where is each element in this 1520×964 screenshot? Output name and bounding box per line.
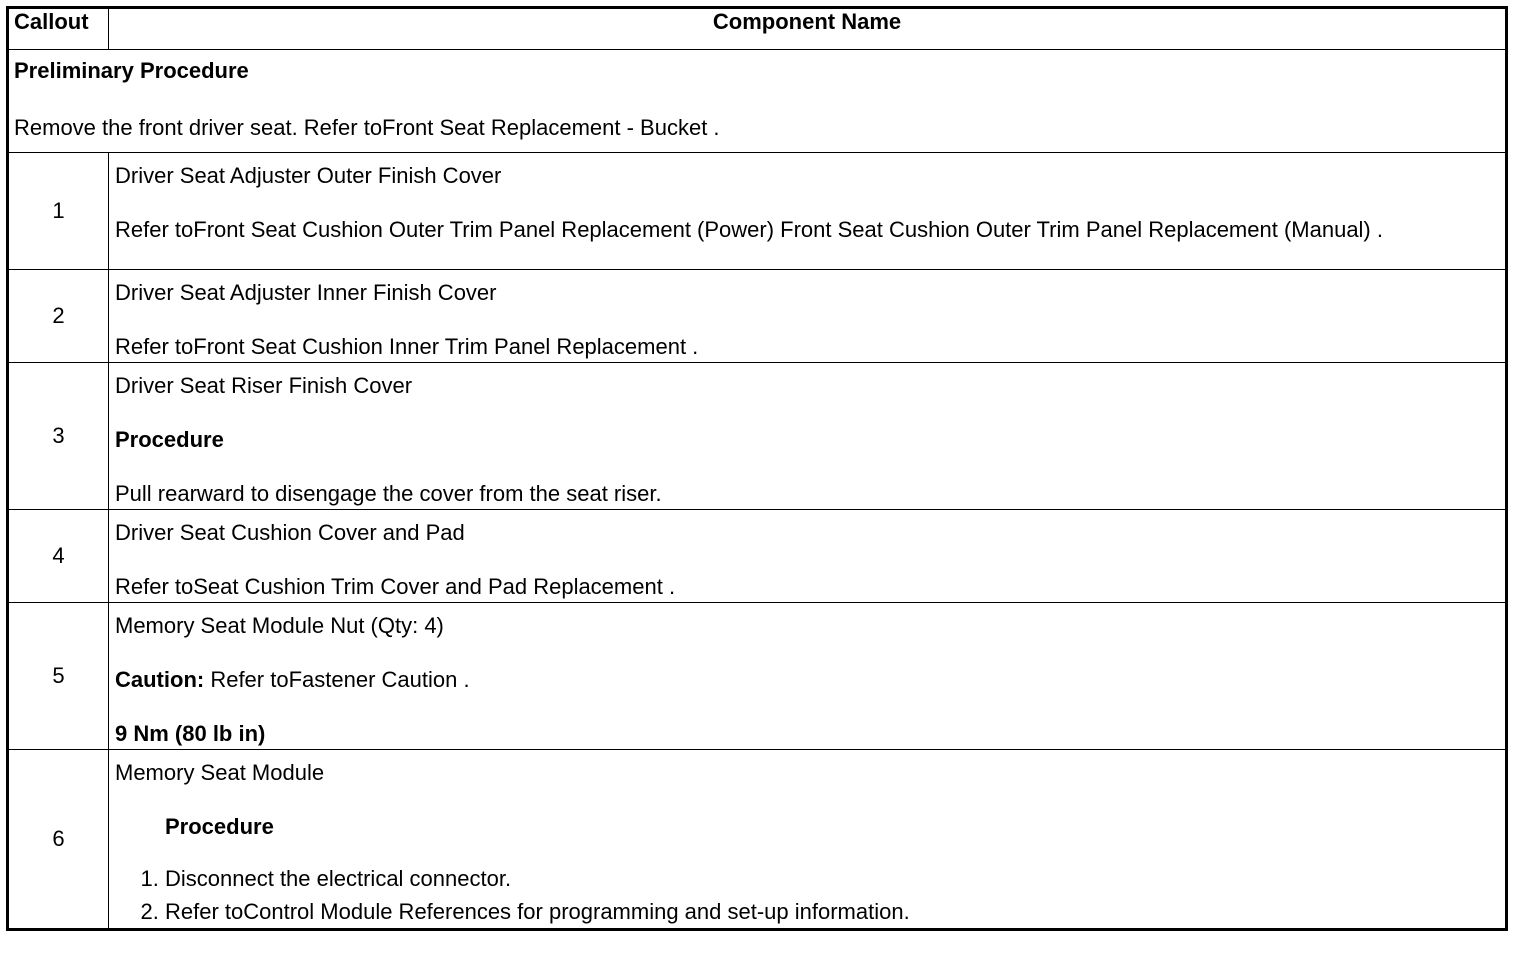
caution-line (115, 665, 1499, 695)
table-row (8, 750, 1507, 930)
procedure-step: 1. Disconnect the electrical connector. (165, 862, 1499, 895)
component-table (6, 6, 1508, 931)
component-name: Driver Seat Riser Finish Cover (115, 373, 413, 398)
component-cell (109, 603, 1507, 750)
table-row (8, 510, 1507, 603)
component-cell (109, 363, 1507, 510)
procedure-steps (115, 862, 1499, 928)
callout-number: 4 (8, 510, 109, 603)
procedure-label: Procedure (115, 427, 224, 452)
component-name: Driver Seat Adjuster Outer Finish Cover (115, 163, 502, 188)
callout-number: 2 (8, 270, 109, 363)
component-name-header: Component Name (109, 8, 1507, 50)
table-row (8, 603, 1507, 750)
component-cell (109, 750, 1507, 930)
reference-text: Refer toFront Seat Cushion Outer Trim Panel Replacement (Power) Front Seat Cushion Outer Trim Panel Replacement (Manual) . (115, 217, 1383, 242)
caution-text: Refer toFastener Caution . (204, 667, 470, 692)
table-row (8, 270, 1507, 363)
component-name: Memory Seat Module (115, 760, 325, 785)
reference-text: Refer toFront Seat Cushion Inner Trim Panel Replacement . (115, 334, 699, 359)
reference-text: Refer toSeat Cushion Trim Cover and Pad Replacement . (115, 574, 676, 599)
callout-number: 3 (8, 363, 109, 510)
procedure-step: 2. Refer toControl Module References for programming and set-up information. (165, 895, 1499, 928)
table-row (8, 363, 1507, 510)
table-row (8, 153, 1507, 270)
component-name: Driver Seat Adjuster Inner Finish Cover (115, 280, 497, 305)
callout-number: 1 (8, 153, 109, 270)
component-cell (109, 153, 1507, 270)
preliminary-cell (8, 50, 1507, 153)
callout-number: 6 (8, 750, 109, 930)
component-name: Memory Seat Module Nut (Qty: 4) (115, 613, 444, 638)
callout-number: 5 (8, 603, 109, 750)
procedure-text: Pull rearward to disengage the cover from the seat riser. (115, 481, 662, 506)
callout-header: Callout (8, 8, 109, 50)
torque-spec: 9 Nm (80 lb in) (115, 721, 266, 746)
header-row (8, 8, 1507, 50)
component-cell (109, 270, 1507, 363)
preliminary-title: Preliminary Procedure (14, 58, 249, 83)
component-name: Driver Seat Cushion Cover and Pad (115, 520, 465, 545)
procedure-label: Procedure (165, 814, 274, 839)
preliminary-text: Remove the front driver seat. Refer toFront Seat Replacement - Bucket . (14, 115, 720, 140)
preliminary-row (8, 50, 1507, 153)
component-cell (109, 510, 1507, 603)
caution-label: Caution: (115, 667, 205, 692)
